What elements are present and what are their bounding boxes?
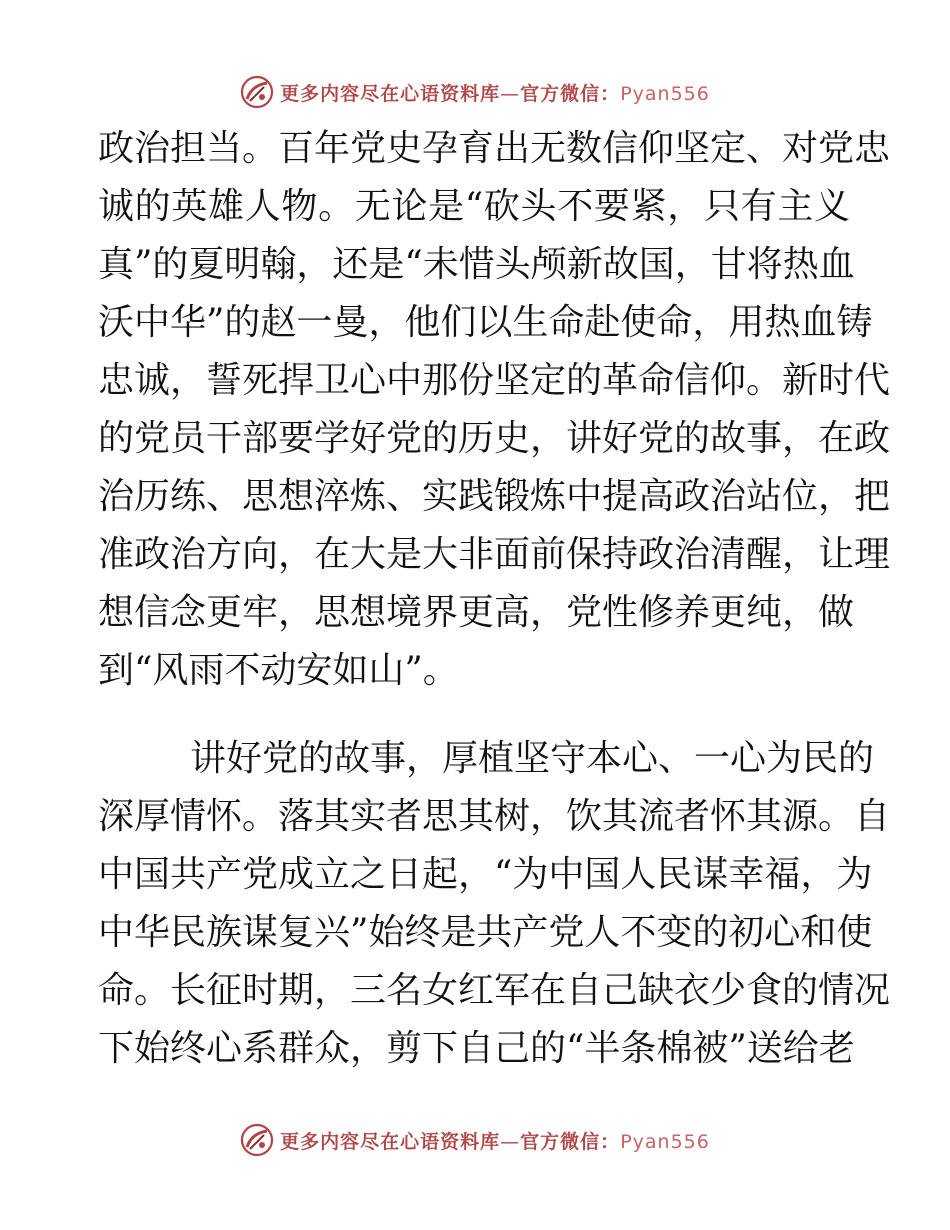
text-line: 深厚情怀。落其实者思其树，饮其流者怀其源。自 (98, 796, 891, 837)
red-seal-logo-icon (240, 75, 274, 109)
watermark-main-text: 更多内容尽在心语资料库 (280, 82, 501, 105)
text-line: 真”的夏明翰，还是“未惜头颅新故国，甘将热血 (98, 244, 855, 285)
red-seal-logo-icon (240, 1123, 274, 1157)
text-line: 想信念更牢，思想境界更高，党性修养更纯，做 (98, 592, 855, 633)
text-line: 下始终心系群众，剪下自己的“半条棉被”送给老 (98, 1028, 855, 1069)
text-line: 治历练、思想淬炼、实践锻炼中提高政治站位，把 (98, 476, 891, 517)
watermark-text (280, 79, 710, 106)
text-line: 诚的英雄人物。无论是“砍头不要紧，只有主义 (98, 186, 850, 227)
text-line: 准政治方向，在大是大非面前保持政治清醒，让理 (98, 534, 891, 575)
text-line: 中华民族谋复兴”始终是共产党人不变的初心和使 (98, 912, 873, 953)
watermark-separator: — (500, 82, 521, 105)
text-line: 中国共产党成立之日起，“为中国人民谋幸福，为 (98, 854, 873, 895)
text-line: 到“风雨不动安如山”。 (98, 650, 459, 691)
watermark-handle: Pyan556 (620, 82, 710, 105)
paragraph-spacer (98, 700, 850, 730)
watermark-handle: Pyan556 (620, 1130, 710, 1153)
text-line: 政治担当。百年党史孕育出无数信仰坚定、对党忠 (98, 128, 891, 169)
text-line: 的党员干部要学好党的历史，讲好党的故事，在政 (98, 418, 891, 459)
text-line: 沃中华”的赵一曼，他们以生命赴使命，用热血铸 (98, 302, 873, 343)
text-line: 忠诚，誓死捍卫心中那份坚定的革命信仰。新时代 (98, 360, 891, 401)
watermark-official-label: 官方微信： (520, 1130, 621, 1153)
watermark-official-label: 官方微信： (520, 82, 621, 105)
paragraph-1 (98, 120, 891, 700)
text-line: 命。长征时期，三名女红军在自己缺衣少食的情况 (98, 970, 891, 1011)
header-watermark (0, 70, 950, 114)
text-line: 讲好党的故事，厚植坚守本心、一心为民的 (190, 738, 875, 779)
footer-watermark (0, 1118, 950, 1162)
watermark-text (280, 1127, 710, 1154)
document-body (98, 120, 891, 1078)
watermark-main-text: 更多内容尽在心语资料库 (280, 1130, 501, 1153)
watermark-separator: — (500, 1130, 521, 1153)
paragraph-2 (98, 730, 891, 1078)
